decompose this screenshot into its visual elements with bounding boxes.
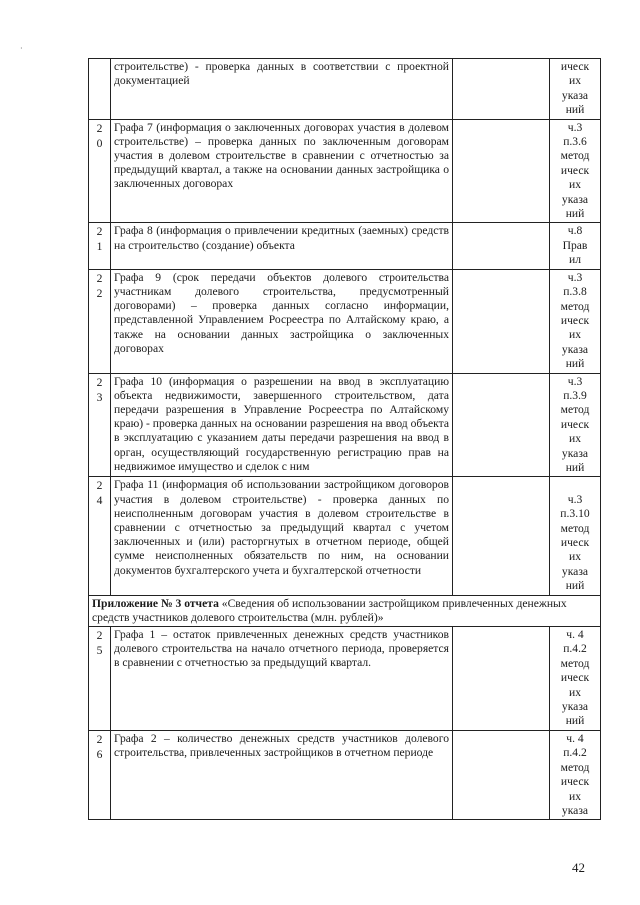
cell-line: их — [568, 432, 581, 446]
cell-line: ний — [565, 579, 585, 593]
cell-line: их — [568, 74, 581, 88]
cell-line: 1 — [96, 240, 103, 254]
section-title-rest: «Сведения об использовании застройщиком привлеченных денежных средств участников долевого строительства (млн. рублей)» — [92, 596, 567, 624]
empty-cell — [453, 269, 550, 373]
empty-cell — [453, 119, 550, 223]
empty-cell — [453, 627, 550, 731]
row-reference — [550, 59, 601, 120]
cell-line: 4 — [96, 494, 103, 508]
row-description: Графа 2 – количество денежных средств участников долевого строительства, привлеченных застройщиков в отчетном периоде — [111, 730, 453, 819]
cell-line — [553, 478, 597, 492]
cell-line: ил — [569, 253, 581, 267]
row-number — [89, 119, 111, 223]
cell-line: указа — [561, 564, 589, 578]
empty-cell — [453, 373, 550, 477]
row-description: строительстве) - проверка данных в соответствии с проектной документацией — [111, 59, 453, 120]
cell-line: п.3.9 — [563, 388, 587, 402]
cell-line: 2 — [96, 732, 103, 746]
verification-table — [88, 58, 601, 820]
cell-line: 2 — [96, 375, 103, 389]
cell-line: их — [568, 550, 581, 564]
row-reference — [550, 627, 601, 731]
cell-line: ч. 4 — [566, 628, 584, 642]
row-number — [89, 59, 111, 120]
cell-line: п.4.2 — [563, 746, 587, 760]
cell-line: их — [568, 178, 581, 192]
cell-line: указа — [561, 192, 589, 206]
cell-line — [92, 75, 107, 90]
empty-cell — [453, 477, 550, 595]
row-number — [89, 269, 111, 373]
cell-line: 3 — [96, 390, 103, 404]
table-row — [89, 119, 601, 223]
cell-line: указа — [561, 342, 589, 356]
row-description: Графа 7 (информация о заключенных договорах участия в долевом строительстве) – проверка данных по заключенным договорам участия в долевом строительстве в сравнении с отчетностью за предыдущий квартал, а также на основании данных застройщика о заключенных договорах — [111, 119, 453, 223]
cell-line: п.4.2 — [563, 642, 587, 656]
cell-line: 2 — [96, 271, 103, 285]
cell-line: указа — [561, 803, 589, 817]
row-reference — [550, 730, 601, 819]
table-row — [89, 730, 601, 819]
row-description: Графа 11 (информация об использовании застройщиком договоров участия в долевом строительстве) - проверка данных по неисполненным договорам участия в долевом строительстве в сравнении с отчетностью за предыдущий квартал с учетом заключенных и (или) расторгнутых в отчетном периоде, общей сумме неисполненных обязательств по ним, на основании документов бухгалтерского учета и бухгалтерской отчетности — [111, 477, 453, 595]
section-title-bold: Приложение № 3 отчета — [92, 596, 219, 610]
row-number — [89, 223, 111, 269]
cell-line: указа — [561, 446, 589, 460]
table-row — [89, 477, 601, 595]
cell-line: ний — [565, 103, 585, 117]
cell-line: ч.3 — [567, 492, 583, 506]
cell-line: метод — [560, 521, 590, 535]
cell-line: 2 — [96, 479, 103, 493]
row-reference — [550, 223, 601, 269]
cell-line: метод — [560, 656, 590, 670]
empty-cell — [453, 223, 550, 269]
table-body — [89, 59, 601, 820]
cell-line: ний — [565, 714, 585, 728]
cell-line: 2 — [96, 225, 103, 239]
corner-mark: · — [20, 44, 23, 53]
cell-line: 2 — [96, 286, 103, 300]
cell-line: ическ — [560, 313, 590, 327]
cell-line: их — [568, 328, 581, 342]
cell-line: ическ — [560, 163, 590, 177]
cell-line: ний — [565, 460, 585, 474]
cell-line: их — [568, 789, 581, 803]
row-number — [89, 627, 111, 731]
cell-line: ическ — [560, 536, 590, 549]
cell-line: ч.3 — [567, 270, 583, 284]
cell-line: п.3.6 — [563, 135, 587, 149]
cell-line: метод — [560, 403, 590, 417]
cell-line: 2 — [96, 629, 103, 643]
cell-line: ч.3 — [567, 374, 583, 388]
cell-line: ч.8 — [567, 224, 583, 238]
row-number — [89, 477, 111, 595]
cell-line: ическ — [560, 417, 590, 431]
table-row — [89, 59, 601, 120]
row-description: Графа 9 (срок передачи объектов долевого строительства участникам долевого строительства, предусмотренный договорами) – проверка данных согласно информации, представленной Управлением Росреестра по Алтайскому краю, а также на основании данных застройщика о заключенных договорах — [111, 269, 453, 373]
row-description: Графа 8 (информация о привлечении кредитных (заемных) средств на строительство (создание) объекта — [111, 223, 453, 269]
table-row — [89, 627, 601, 731]
cell-line: 5 — [96, 644, 103, 658]
cell-line: 6 — [96, 747, 103, 761]
cell-line: ч.3 — [567, 120, 583, 134]
table-row — [89, 269, 601, 373]
cell-line: ний — [565, 357, 585, 371]
cell-line: метод — [560, 149, 590, 163]
empty-cell — [453, 59, 550, 120]
row-reference — [550, 477, 601, 595]
row-reference — [550, 119, 601, 223]
cell-line: 0 — [96, 136, 103, 150]
page-number: 42 — [572, 860, 585, 875]
cell-line: ическ — [560, 671, 590, 685]
row-reference — [550, 373, 601, 477]
cell-line: их — [568, 685, 581, 699]
cell-line: указа — [561, 700, 589, 714]
table-row — [89, 373, 601, 477]
cell-line: п.3.8 — [563, 285, 587, 299]
cell-line: ическ — [560, 60, 590, 73]
cell-line: Прав — [562, 238, 588, 252]
row-description: Графа 10 (информация о разрешении на ввод в эксплуатацию объекта недвижимости, завершенного строительством, дата передачи разрешения в Управление Росреестра по Алтайскому краю) - проверка данных на основании разрешения на ввод объекта в эксплуатацию с указанием даты передачи разрешения на ввод в орган, осуществляющий государственную регистрацию прав на недвижимое имущество и сделок с ним — [111, 373, 453, 477]
table-row — [89, 223, 601, 269]
row-number — [89, 730, 111, 819]
cell-line: метод — [560, 760, 590, 774]
row-reference — [550, 269, 601, 373]
section-header-row — [89, 595, 601, 626]
cell-line: 2 — [96, 121, 103, 135]
cell-line: п.3.10 — [560, 507, 590, 521]
row-description: Графа 1 – остаток привлеченных денежных средств участников долевого строительства на начало отчетного периода, проверяется в сравнении с отчетностью за предыдущий квартал. — [111, 627, 453, 731]
cell-line: ическ — [560, 775, 590, 789]
section-header — [89, 595, 601, 626]
empty-cell — [453, 730, 550, 819]
row-number — [89, 373, 111, 477]
cell-line: ч. 4 — [566, 731, 584, 745]
cell-line: указа — [561, 88, 589, 102]
cell-line — [92, 60, 107, 75]
cell-line: метод — [560, 299, 590, 313]
cell-line: ний — [565, 207, 585, 221]
